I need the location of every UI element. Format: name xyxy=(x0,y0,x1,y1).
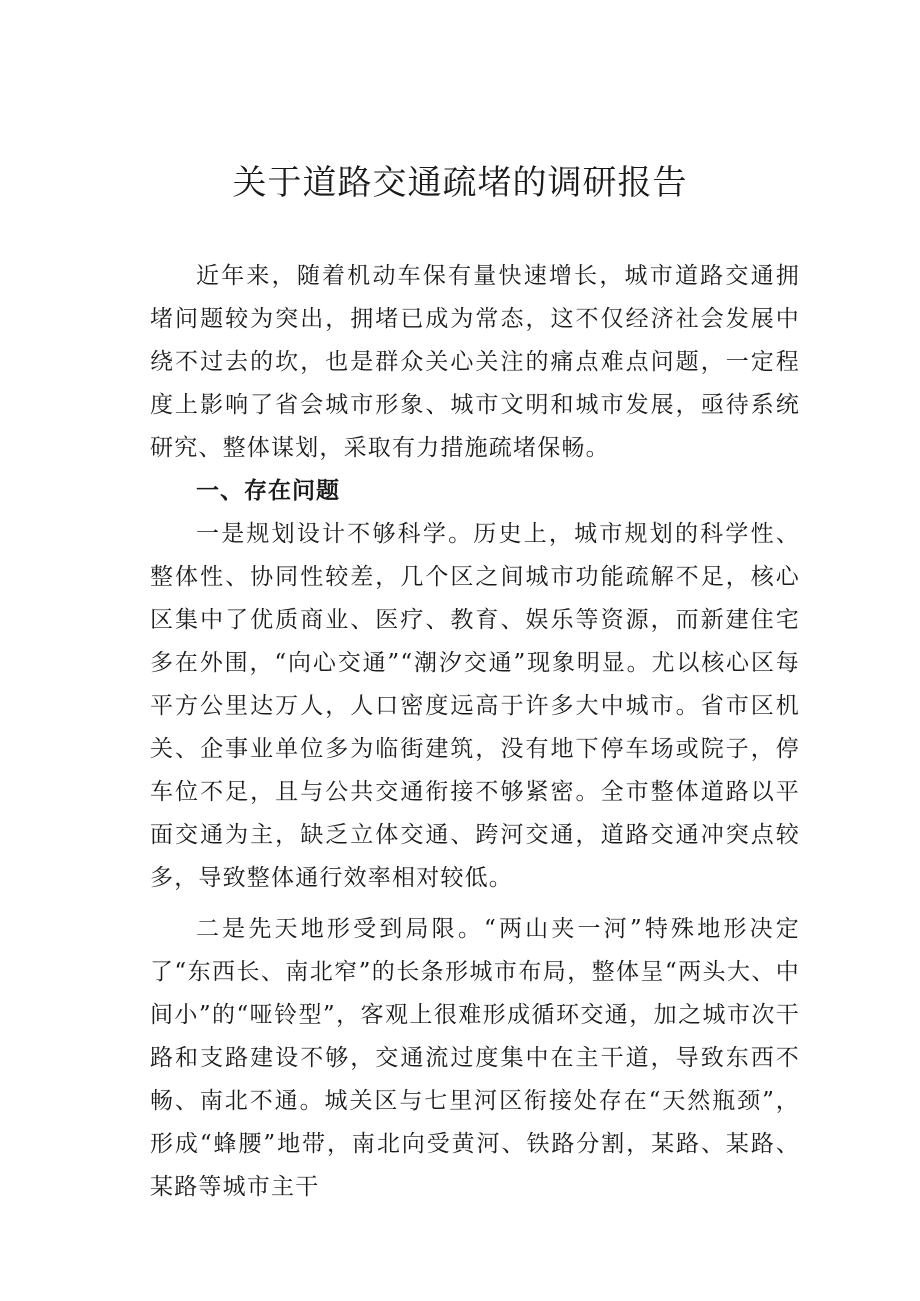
section-heading-problems: 一、存在问题 xyxy=(196,478,340,504)
intro-paragraph: 近年来，随着机动车保有量快速增长，城市道路交通拥堵问题较为突出，拥堵已成为常态，这不仅经济社会发展中绕不过去的坎，也是群众关心关注的痛点难点问题，一定程度上影响了省会城市形象、城市文明和城市发展，亟待系统研究、整体谋划，采取有力措施疏堵保畅。 xyxy=(150,263,800,461)
paragraph-terrain: 二是先天地形受到局限。“两山夹一河”特殊地形决定了“东西长、南北窄”的长条形城市布局，整体呈“两头大、中间小”的“哑铃型”，客观上很难形成循环交通，加之城市次干路和支路建设不够，交通流过度集中在主干道，导致东西不畅、南北不通。城关区与七里河区衔接处存在“天然瓶颈”，形成“蜂腰”地带，南北向受黄河、铁路分割，某路、某路、某路等城市主干 xyxy=(150,916,800,1200)
document-body xyxy=(150,255,800,1209)
paragraph-planning: 一是规划设计不够科学。历史上，城市规划的科学性、整体性、协同性较差，几个区之间城市功能疏解不足，核心区集中了优质商业、医疗、教育、娱乐等资源，而新建住宅多在外围，“向心交通”“潮汐交通”现象明显。尤以核心区每平方公里达万人，人口密度远高于许多大中城市。省市区机关、企事业单位多为临街建筑，没有地下停车场或院子，停车位不足，且与公共交通衔接不够紧密。全市整体道路以平面交通为主，缺乏立体交通、跨河交通，道路交通冲突点较多，导致整体通行效率相对较低。 xyxy=(150,521,800,891)
document-title: 关于道路交通疏堵的调研报告 xyxy=(232,163,688,203)
